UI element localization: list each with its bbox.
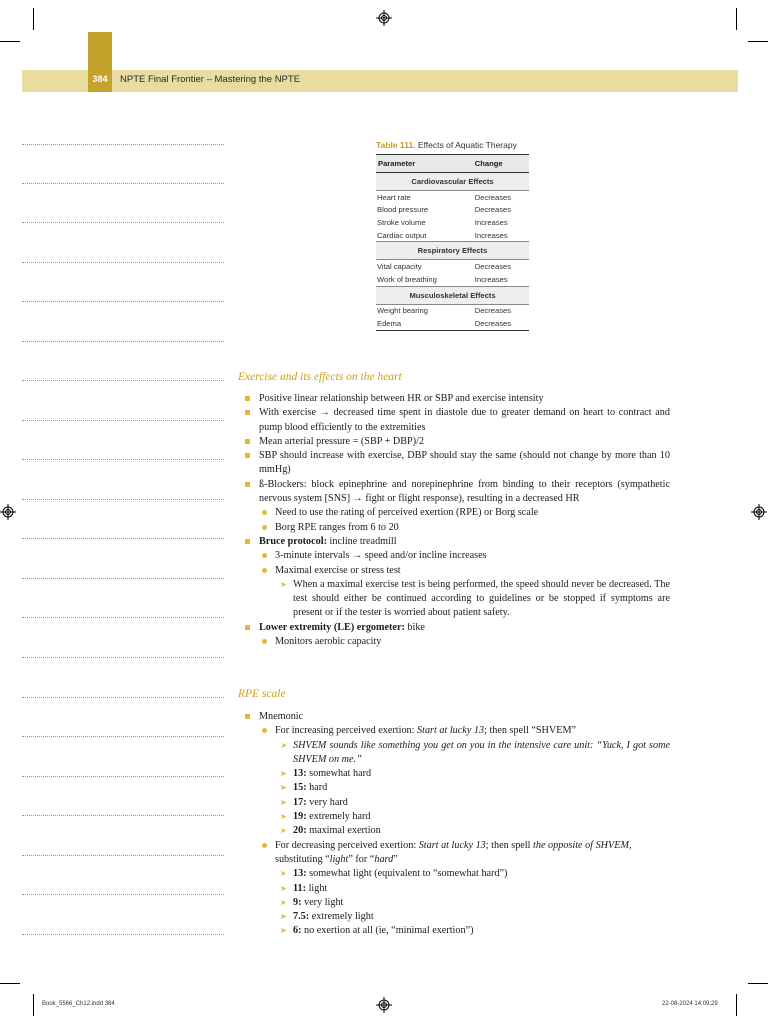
- list-item: [244, 810, 670, 824]
- round-bullet-icon: [262, 728, 267, 733]
- registration-mark-icon: [376, 10, 392, 26]
- exercise-bullet-list: [244, 392, 670, 649]
- rpe-descriptor: extremely hard: [306, 811, 371, 823]
- note-line: [22, 262, 224, 263]
- arrow-bullet-icon: ➤: [280, 897, 287, 907]
- square-bullet-icon: [245, 439, 250, 444]
- cell-change: Decreases: [474, 205, 512, 215]
- arrow-bullet-icon: ➤: [280, 812, 287, 822]
- list-item-text: Borg RPE ranges from 6 to 20: [275, 521, 399, 533]
- arrow-bullet-icon: ➤: [280, 579, 287, 589]
- section-label: Cardiovascular Effects: [376, 173, 529, 191]
- arrow-bullet-icon: ➤: [280, 826, 287, 836]
- effects-table: [376, 154, 529, 331]
- rpe-value: 17:: [293, 796, 307, 808]
- list-item-term: Lower extremity (LE) ergometer:: [259, 621, 405, 633]
- note-line: [22, 855, 224, 856]
- section-heading-rpe: RPE scale: [238, 688, 286, 700]
- note-line: [22, 617, 224, 618]
- cell-change: Decreases: [474, 262, 512, 272]
- cell-change: Increases: [474, 274, 508, 284]
- section-label: Respiratory Effects: [376, 242, 529, 260]
- list-item: [244, 924, 670, 938]
- crop-mark: [736, 994, 737, 1016]
- arrow-bullet-icon: ➤: [280, 883, 287, 893]
- cell-change: Decreases: [474, 192, 512, 202]
- note-line: [22, 301, 224, 302]
- list-item-text: When a maximal exercise test is being performed, the speed should never be decreased. The test should either be continued according to guidelines or be stopped if symptoms are present or if the tester is worried about patient safety.: [293, 578, 670, 619]
- table-row: [376, 229, 529, 242]
- arrow-bullet-icon: ➤: [280, 869, 287, 879]
- table-title: Effects of Aquatic Therapy: [417, 140, 517, 150]
- square-bullet-icon: [245, 539, 250, 544]
- note-line: [22, 697, 224, 698]
- list-item-emphasis: light: [329, 853, 349, 865]
- list-item-text: Need to use the rating of perceived exertion (RPE) or Borg scale: [275, 507, 539, 519]
- note-line: [22, 578, 224, 579]
- cell-parameter: Work of breathing: [377, 274, 437, 284]
- list-item-term: Bruce protocol:: [259, 535, 327, 547]
- arrow-bullet-icon: ➤: [280, 797, 287, 807]
- section-heading-exercise: Exercise and its effects on the heart: [238, 371, 402, 383]
- arrow-bullet-icon: ➤: [280, 740, 287, 750]
- note-line: [22, 934, 224, 935]
- note-line: [22, 894, 224, 895]
- list-item: [244, 882, 670, 896]
- crop-mark: [748, 983, 768, 984]
- list-item: [244, 781, 670, 795]
- list-item-text: For increasing perceived exertion:: [275, 725, 418, 737]
- rpe-value: 11:: [293, 882, 307, 894]
- list-item: [244, 896, 670, 910]
- list-item-emphasis: Start at lucky 13: [418, 839, 486, 851]
- page-number: 384: [92, 74, 108, 84]
- table-row: [376, 191, 529, 204]
- cell-change: Increases: [474, 217, 508, 227]
- list-item-text: SBP should increase with exercise, DBP should stay the same (should not change by more than 10 mmHg): [259, 450, 670, 476]
- table-row: [376, 317, 529, 330]
- table-caption: [376, 140, 529, 150]
- rpe-descriptor: extremely light: [309, 911, 374, 923]
- list-item-emphasis: the opposite of SHVEM,: [533, 839, 632, 851]
- crop-mark: [736, 8, 737, 30]
- note-line: [22, 341, 224, 342]
- list-item: [244, 635, 670, 649]
- list-item: [244, 910, 670, 924]
- registration-mark-icon: [376, 997, 392, 1013]
- round-bullet-icon: [262, 568, 267, 573]
- crop-mark: [0, 983, 20, 984]
- list-item-text: Positive linear relationship between HR or SBP and exercise intensity: [259, 393, 544, 404]
- table-row: [376, 260, 529, 273]
- rpe-value: 9:: [293, 896, 302, 908]
- list-item: [244, 564, 670, 578]
- round-bullet-icon: [262, 843, 267, 848]
- list-item-text: ”: [393, 853, 398, 865]
- rpe-descriptor: no exertion at all (ie, “minimal exertion”): [301, 925, 474, 937]
- list-item: [244, 478, 670, 507]
- round-bullet-icon: [262, 525, 267, 530]
- note-line: [22, 499, 224, 500]
- table-row: [376, 304, 529, 317]
- list-item: [244, 392, 670, 406]
- list-item: [244, 406, 670, 435]
- rpe-descriptor: somewhat light (equivalent to “somewhat hard”): [306, 868, 508, 880]
- list-item: [244, 739, 670, 768]
- list-item: [244, 839, 670, 868]
- list-item-text: Mean arterial pressure = (SBP + DBP)/2: [259, 435, 425, 447]
- note-line: [22, 538, 224, 539]
- list-item-text: ” for “: [348, 853, 375, 865]
- note-line: [22, 420, 224, 421]
- registration-mark-icon: [751, 504, 767, 520]
- rpe-bullet-list: [244, 710, 670, 939]
- list-item: [244, 621, 670, 635]
- footer-file-slug: Book_5566_Ch12.indd 384: [42, 1001, 115, 1007]
- list-item-text: Mnemonic: [259, 711, 304, 722]
- rpe-descriptor: very light: [301, 896, 344, 908]
- cell-parameter: Stroke volume: [377, 217, 426, 227]
- crop-mark: [0, 41, 20, 42]
- round-bullet-icon: [262, 553, 267, 558]
- list-item: [244, 824, 670, 838]
- table-row: [376, 273, 529, 286]
- list-item-text: For decreasing perceived exertion:: [275, 839, 419, 851]
- column-header-change: Change: [457, 155, 529, 173]
- section-label: Musculoskeletal Effects: [376, 286, 529, 304]
- note-line: [22, 657, 224, 658]
- list-item-text: incline treadmill: [327, 535, 397, 547]
- list-item: [244, 796, 670, 810]
- registration-mark-icon: [0, 504, 16, 520]
- rpe-descriptor: light: [306, 882, 328, 894]
- cell-parameter: Cardiac output: [377, 230, 427, 240]
- arrow-bullet-icon: ➤: [280, 912, 287, 922]
- note-line: [22, 380, 224, 381]
- aquatic-therapy-table: [376, 140, 529, 331]
- list-item-emphasis: Start at lucky 13: [417, 725, 485, 737]
- rpe-value: 13:: [293, 868, 307, 880]
- arrow-bullet-icon: ➤: [280, 769, 287, 779]
- cell-parameter: Edema: [376, 317, 457, 330]
- round-bullet-icon: [262, 510, 267, 515]
- crop-mark: [33, 994, 34, 1016]
- rpe-value: 6:: [293, 925, 302, 937]
- table-header-row: [376, 155, 529, 173]
- table-section-row: [376, 242, 529, 260]
- list-item-text: ß-Blockers: block epinephrine and norepinephrine from binding to their receptors (sympathetic nervous system [SNS] → fight or flight response), resulting in a decreased HR: [259, 478, 670, 505]
- square-bullet-icon: [245, 396, 250, 401]
- cell-change: Decreases: [457, 317, 529, 330]
- note-line: [22, 183, 224, 184]
- table-section-row: [376, 173, 529, 191]
- square-bullet-icon: [245, 482, 250, 487]
- table-row: [376, 204, 529, 217]
- cell-parameter: Weight bearing: [377, 306, 428, 316]
- list-item: [244, 521, 670, 535]
- cell-parameter: Blood pressure: [377, 205, 429, 215]
- note-line: [22, 776, 224, 777]
- rpe-value: 15:: [293, 782, 307, 794]
- note-line: [22, 736, 224, 737]
- list-item-text: With exercise → decreased time spent in diastole due to greater demand on heart to contract and pump blood efficiently to the extremities: [259, 407, 670, 433]
- list-item-text: 3-minute intervals → speed and/or incline increases: [275, 550, 487, 562]
- rpe-value: 13:: [293, 768, 307, 780]
- list-item: [244, 435, 670, 449]
- rpe-value: 19:: [293, 811, 307, 823]
- list-item: [244, 578, 670, 621]
- cell-parameter: Heart rate: [377, 192, 411, 202]
- rpe-descriptor: hard: [306, 782, 328, 794]
- list-item-text: Maximal exercise or stress test: [275, 564, 401, 576]
- running-title: NPTE Final Frontier – Mastering the NPTE: [120, 74, 301, 85]
- cell-parameter: Vital capacity: [377, 262, 422, 272]
- table-label: Table 111.: [376, 140, 416, 150]
- list-item-text: ; then spell: [485, 839, 534, 851]
- note-line: [22, 144, 224, 145]
- rpe-descriptor: somewhat hard: [306, 768, 372, 780]
- cell-change: Increases: [474, 230, 508, 240]
- rpe-descriptor: very hard: [306, 796, 348, 808]
- table-row: [376, 216, 529, 229]
- rpe-descriptor: maximal exertion: [306, 825, 381, 837]
- rpe-value: 20:: [293, 825, 307, 837]
- list-item: [244, 535, 670, 549]
- note-line: [22, 222, 224, 223]
- table-section-row: [376, 286, 529, 304]
- list-item: [244, 506, 670, 520]
- square-bullet-icon: [245, 625, 250, 630]
- rpe-value: 7.5:: [293, 911, 310, 923]
- note-line: [22, 459, 224, 460]
- list-item: [244, 767, 670, 781]
- footer-timestamp: 22-08-2024 14:09:29: [662, 1001, 718, 1007]
- list-item-text: bike: [404, 621, 425, 633]
- square-bullet-icon: [245, 714, 250, 719]
- round-bullet-icon: [262, 639, 267, 644]
- arrow-bullet-icon: ➤: [280, 783, 287, 793]
- crop-mark: [748, 41, 768, 42]
- list-item: [244, 867, 670, 881]
- list-item-text: SHVEM sounds like something you get on you in the intensive care unit: “Yuck, I got some SHVEM on me.”: [293, 739, 670, 765]
- list-item: [244, 449, 670, 478]
- square-bullet-icon: [245, 410, 250, 415]
- list-item: [244, 710, 670, 724]
- cell-change: Decreases: [474, 306, 512, 316]
- arrow-bullet-icon: ➤: [280, 926, 287, 936]
- column-header-parameter: Parameter: [376, 155, 457, 173]
- square-bullet-icon: [245, 453, 250, 458]
- list-item-emphasis: hard: [374, 853, 394, 865]
- list-item-text: Monitors aerobic capacity: [275, 636, 382, 648]
- note-line: [22, 815, 224, 816]
- crop-mark: [33, 8, 34, 30]
- list-item: [244, 549, 670, 563]
- list-item: [244, 724, 670, 738]
- list-item-text: substituting “: [275, 853, 330, 865]
- list-item-text: ; then spell “SHVEM”: [484, 725, 577, 737]
